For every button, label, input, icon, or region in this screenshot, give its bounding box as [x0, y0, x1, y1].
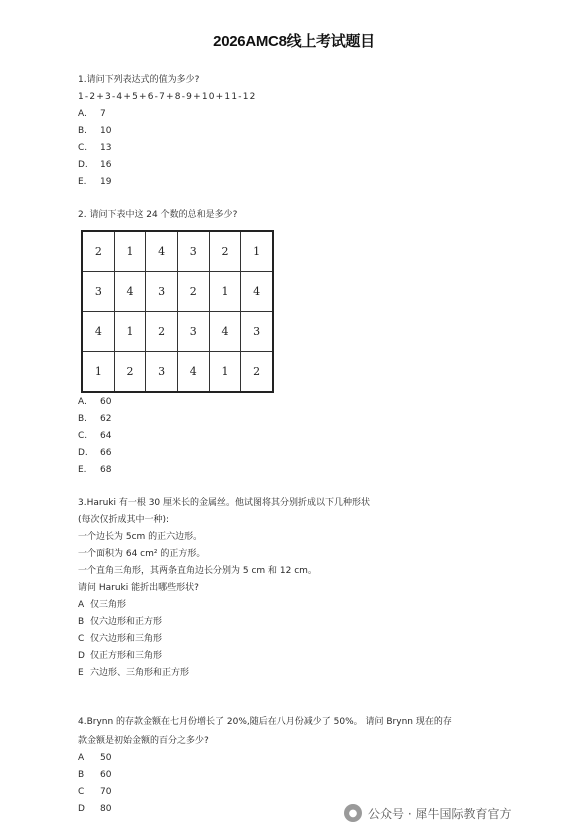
option-letter: B [78, 617, 85, 627]
option-letter: A [78, 753, 85, 763]
option-text: 六边形、三角形和正方形 [90, 668, 190, 678]
q1-option-e [78, 177, 111, 188]
grid-row [82, 352, 273, 393]
grid-cell: 2 [209, 231, 241, 272]
grid-cell: 2 [146, 312, 178, 352]
q1-option-d [78, 160, 111, 171]
q4-line: 款金额是初始金额的百分之多少? [78, 736, 209, 746]
option-letter: C [78, 787, 85, 797]
option-letter: A [78, 600, 85, 610]
watermark [344, 803, 511, 823]
grid-row [82, 231, 273, 272]
grid-cell: 3 [177, 231, 209, 272]
option-text: 66 [100, 448, 112, 458]
page-title: 2026AMC8线上考试题目 [213, 33, 375, 50]
grid-cell: 3 [241, 312, 273, 352]
q4-option-c [78, 787, 111, 798]
option-text: 13 [100, 143, 112, 153]
q1-expression: 1-2+3-4+5+6-7+8-9+10+11-12 [78, 92, 257, 102]
option-letter: D [78, 804, 85, 814]
grid-cell: 1 [241, 231, 273, 272]
grid-row [82, 312, 273, 352]
option-text: 仅正方形和三角形 [90, 651, 163, 661]
grid-cell: 4 [177, 352, 209, 393]
option-text: 仅六边形和三角形 [90, 634, 163, 644]
option-letter: C. [78, 143, 88, 153]
option-text: 80 [100, 804, 112, 814]
q1-option-b [78, 126, 111, 137]
grid-cell: 3 [146, 272, 178, 312]
grid-cell: 1 [114, 312, 146, 352]
option-letter: D [78, 651, 85, 661]
option-letter: E. [78, 177, 87, 187]
option-text: 10 [100, 126, 112, 136]
q2-option-e [78, 465, 111, 476]
grid-cell: 1 [114, 231, 146, 272]
option-text: 64 [100, 431, 112, 441]
grid-cell: 1 [209, 272, 241, 312]
grid-cell: 4 [241, 272, 273, 312]
option-letter: B. [78, 414, 88, 424]
grid-cell: 1 [209, 352, 241, 393]
option-letter: A. [78, 397, 87, 407]
q3-line: 请问 Haruki 能折出哪些形状? [78, 583, 199, 593]
option-text: 62 [100, 414, 112, 424]
option-text: 70 [100, 787, 112, 797]
q2-option-d [78, 448, 111, 459]
option-text: 仅三角形 [90, 600, 127, 610]
option-text: 68 [100, 465, 112, 475]
option-text: 7 [100, 109, 106, 119]
q3-line: 一个边长为 5cm 的正六边形。 [78, 532, 203, 542]
option-letter: C. [78, 431, 88, 441]
q4-line: 4.Brynn 的存款金额在七月份增长了 20%,随后在八月份减少了 50%。 请问 Brynn 现在的存 [78, 717, 452, 727]
number-grid [81, 230, 274, 393]
q1-option-c [78, 143, 111, 154]
option-letter: C [78, 634, 85, 644]
grid-cell: 4 [82, 312, 114, 352]
option-letter: B [78, 770, 85, 780]
option-text: 60 [100, 770, 112, 780]
q3-option-c [78, 634, 162, 645]
q2-option-b [78, 414, 111, 425]
option-text: 50 [100, 753, 112, 763]
option-letter: B. [78, 126, 88, 136]
q2-question: 2. 请问下表中这 24 个数的总和是多少? [78, 210, 238, 220]
q3-line: 一个面积为 64 cm² 的正方形。 [78, 549, 206, 559]
wechat-icon: ● [344, 804, 362, 822]
option-text: 16 [100, 160, 112, 170]
grid-cell: 4 [209, 312, 241, 352]
q3-option-e [78, 668, 189, 679]
option-letter: E. [78, 465, 87, 475]
q3-line: 一个直角三角形，其两条直角边长分别为 5 cm 和 12 cm。 [78, 566, 317, 576]
grid-cell: 3 [82, 272, 114, 312]
option-text: 仅六边形和正方形 [90, 617, 163, 627]
q1-question: 1.请问下列表达式的值为多少? [78, 75, 200, 85]
option-letter: A. [78, 109, 87, 119]
q3-line: (每次仅折成其中一种): [78, 515, 170, 525]
q4-option-a [78, 753, 111, 764]
q3-line: 3.Haruki 有一根 30 厘米长的金属丝。他试图将其分别折成以下几种形状 [78, 498, 371, 508]
grid-cell: 2 [177, 272, 209, 312]
q2-option-a [78, 397, 111, 408]
q3-option-d [78, 651, 162, 662]
grid-cell: 1 [82, 352, 114, 393]
q4-option-d [78, 804, 111, 815]
q1-option-a [78, 109, 106, 120]
option-text: 19 [100, 177, 112, 187]
q2-option-c [78, 431, 111, 442]
grid-row [82, 272, 273, 312]
q3-option-a [78, 600, 126, 611]
grid-cell: 2 [114, 352, 146, 393]
grid-cell: 3 [146, 352, 178, 393]
grid-cell: 4 [146, 231, 178, 272]
grid-cell: 4 [114, 272, 146, 312]
option-letter: E [78, 668, 84, 678]
q3-option-b [78, 617, 162, 628]
option-letter: D. [78, 448, 88, 458]
grid-cell: 2 [241, 352, 273, 393]
q4-option-b [78, 770, 111, 781]
grid-cell: 2 [82, 231, 114, 272]
grid-cell: 3 [177, 312, 209, 352]
watermark-text: 公众号 · 犀牛国际教育官方 [368, 806, 512, 821]
option-letter: D. [78, 160, 88, 170]
option-text: 60 [100, 397, 112, 407]
